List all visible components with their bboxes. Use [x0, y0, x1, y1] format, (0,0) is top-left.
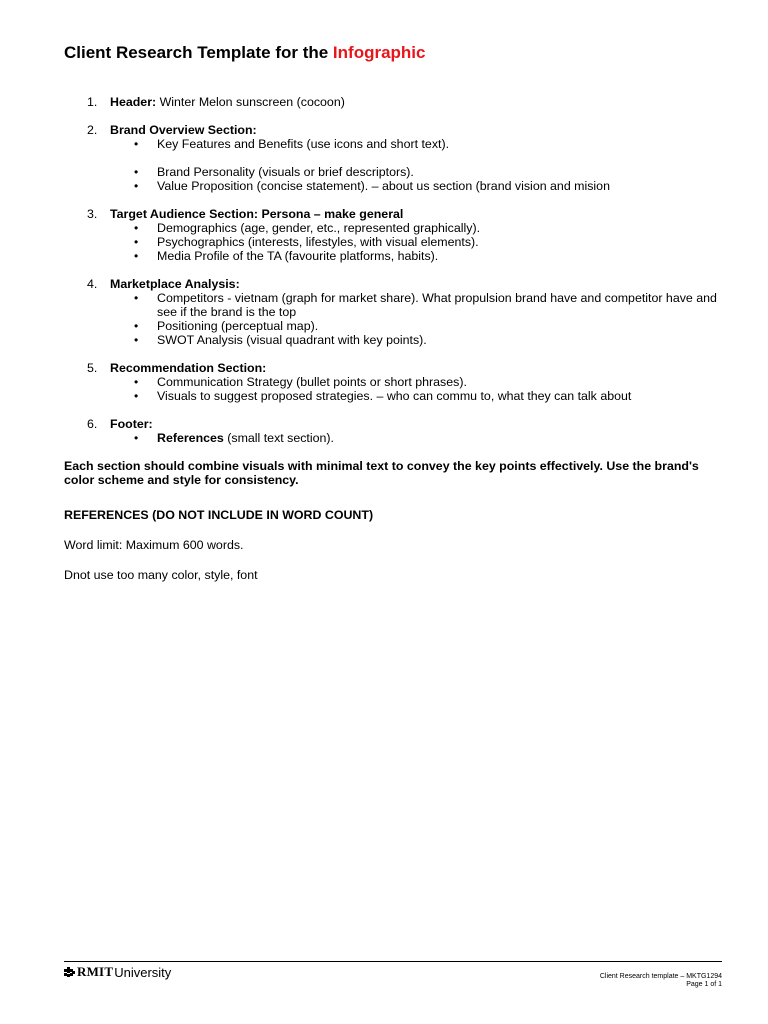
document-reference: Client Research template – MKTG1294	[599, 973, 722, 980]
list-item: • Psychographics (interests, lifestyles, with visual elements).	[134, 235, 479, 249]
section-title: Recommendation Section:	[110, 361, 267, 375]
logo-rmit-text: RMIT	[77, 964, 114, 979]
footer-info	[600, 973, 722, 989]
section-number: 2.	[87, 123, 98, 137]
section-header	[64, 95, 724, 109]
references-heading: REFERENCES (DO NOT INCLUDE IN WORD COUNT)	[64, 508, 374, 522]
section-number: 1.	[87, 95, 98, 109]
bullet-list	[64, 375, 724, 403]
bullet-icon: •	[134, 319, 139, 333]
bullet-icon: •	[134, 291, 139, 305]
list-item: • Media Profile of the TA (favourite platforms, habits).	[134, 249, 439, 263]
section-title: Marketplace Analysis:	[110, 277, 240, 291]
bullet-list	[64, 431, 724, 445]
bullet-icon: •	[134, 221, 139, 235]
bullet-icon: •	[134, 375, 139, 389]
section-brand-overview	[64, 123, 724, 193]
section-marketplace-analysis	[64, 277, 724, 347]
list-item: • SWOT Analysis (visual quadrant with key points).	[134, 333, 427, 347]
section-number: 3.	[87, 207, 98, 221]
bullet-list	[64, 291, 724, 347]
bullet-icon: •	[134, 389, 139, 403]
section-target-audience	[64, 207, 724, 263]
list-item: • Brand Personality (visuals or brief descriptors).	[134, 165, 414, 179]
bullet-list	[64, 137, 724, 193]
word-limit-note: Word limit: Maximum 600 words.	[64, 538, 244, 552]
title-main: Client Research Template for the	[64, 43, 333, 62]
bullet-icon: •	[134, 333, 139, 347]
rmit-pixel-logo-icon	[64, 967, 75, 978]
style-note: Dnot use too many color, style, font	[64, 568, 258, 582]
closing-note: Each section should combine visuals with minimal text to convey the key points effectively. Use the brand's color scheme and style for consistency.	[64, 459, 699, 487]
page-title	[64, 43, 425, 63]
logo-university-text: University	[114, 964, 172, 980]
bullet-icon: •	[134, 431, 139, 445]
section-number: 6.	[87, 417, 98, 431]
list-item: • Demographics (age, gender, etc., represented graphically).	[134, 221, 481, 235]
list-item: • Communication Strategy (bullet points or short phrases).	[134, 375, 467, 389]
footer-divider	[64, 961, 722, 962]
section-title: Header:	[110, 95, 157, 109]
section-recommendation	[64, 361, 724, 403]
list-item: • Value Proposition (concise statement). – about us section (brand vision and mision	[134, 179, 610, 193]
title-accent: Infographic	[332, 43, 426, 62]
bullet-icon: •	[134, 249, 139, 263]
page-number: Page 1 of 1	[686, 981, 722, 988]
list-item: • Key Features and Benefits (use icons and short text).	[134, 137, 450, 151]
rmit-logo	[64, 963, 171, 981]
list-item: • Positioning (perceptual map).	[134, 319, 319, 333]
list-item: • Competitors - vietnam (graph for market share). What propulsion brand have and competitor have and see if the brand is the top	[134, 291, 717, 319]
bullet-icon: •	[134, 137, 139, 151]
section-title: Footer:	[110, 417, 153, 431]
bullet-icon: •	[134, 235, 139, 249]
bullet-icon: •	[134, 179, 139, 193]
section-number: 4.	[87, 277, 98, 291]
document-body	[64, 95, 724, 582]
list-item: • References (small text section).	[134, 431, 334, 445]
section-footer	[64, 417, 724, 445]
section-title: Brand Overview Section:	[110, 123, 257, 137]
section-title: Target Audience Section: Persona – make general	[110, 207, 404, 221]
section-title-rest: Winter Melon sunscreen (cocoon)	[156, 95, 345, 109]
bullet-icon: •	[134, 165, 139, 179]
bullet-list	[64, 221, 724, 263]
list-item: • Visuals to suggest proposed strategies. – who can commu to, what they can talk about	[134, 389, 632, 403]
section-number: 5.	[87, 361, 98, 375]
